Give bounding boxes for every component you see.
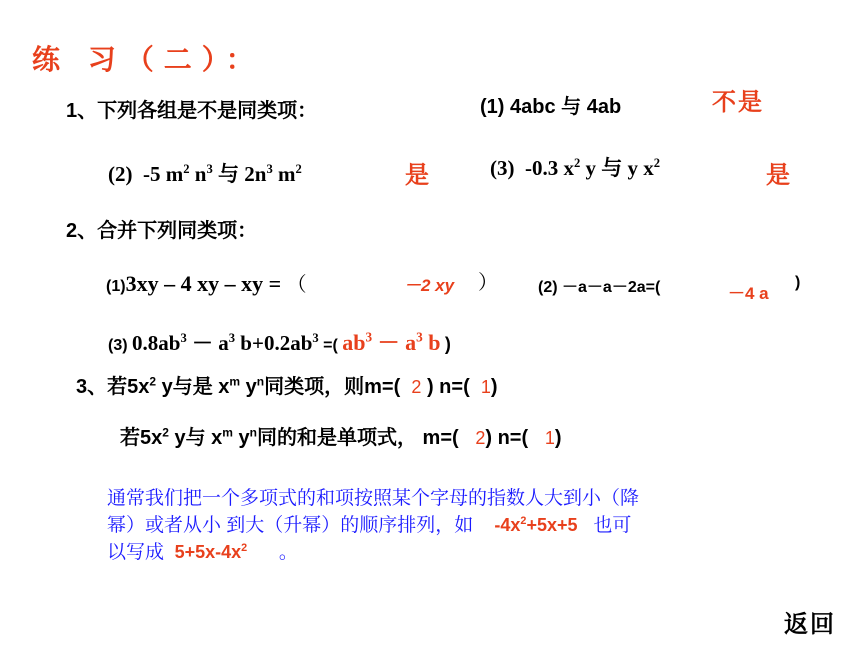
expression: 3xy – 4 xy – xy = [125, 271, 282, 296]
term: y x [627, 156, 654, 180]
question-1-3 [490, 152, 660, 182]
question-3-1 [76, 370, 498, 399]
example-term: +5x+5 [526, 515, 578, 535]
term-a: 4abc [510, 96, 556, 118]
term: -5 m [143, 162, 184, 186]
note-text: 幂）或者从小 到大（升幂）的顺序排列，如 [107, 515, 474, 536]
text: y [240, 376, 257, 398]
term: 0.8ab [132, 331, 181, 355]
exponent: 2 [241, 542, 248, 554]
question-1-1 [480, 90, 621, 119]
answer-m: 2 [475, 428, 486, 448]
conjunction: 与 [218, 162, 240, 186]
note-text: 以写成 [107, 542, 165, 563]
exponent: 2 [162, 425, 169, 440]
open-paren: （ [286, 274, 307, 296]
section1-heading: 1、下列各组是不是同类项： [66, 100, 318, 122]
question-2-1 [106, 268, 307, 297]
note-line [107, 539, 787, 566]
close-paren: ) [444, 334, 451, 354]
exponent: 2 [520, 515, 527, 527]
exponent: 3 [312, 331, 319, 345]
term: 2n [244, 162, 267, 186]
answer-1-2: 是 [405, 162, 431, 189]
conjunction: 与 [601, 156, 623, 180]
exponent: 2 [574, 156, 581, 170]
term: b+0.2ab [235, 331, 313, 355]
answer-2-1: －2 xy [404, 276, 455, 295]
example-ascending [175, 542, 248, 562]
note-text: 。 [278, 542, 298, 563]
text: 若5x [120, 427, 163, 449]
exponent: 3 [180, 331, 187, 345]
text: 3、若5x [76, 376, 150, 398]
answer-2-2: －4 a [728, 284, 769, 303]
exponent: 3 [266, 162, 273, 176]
text: ) [554, 427, 562, 449]
answer-n: 1 [544, 428, 555, 448]
exponent: 2 [149, 374, 157, 389]
question-2-2 [538, 274, 660, 297]
note-line: 通常我们把一个多项式的和项按照某个字母的指数人大到小（降 [107, 488, 640, 509]
note-line [107, 512, 787, 539]
exponent: 2 [183, 162, 190, 176]
text: y与 x [168, 427, 223, 449]
term: y [580, 156, 597, 180]
text: y与是 x [156, 376, 230, 398]
exponent: 3 [416, 329, 423, 345]
text: ) [490, 376, 498, 398]
example-descending [494, 515, 577, 535]
exponent: 2 [295, 162, 302, 176]
page-title: 练 习（二）： [32, 44, 264, 75]
answer-term: － a [372, 330, 417, 355]
answer-1-1: 不是 [712, 89, 764, 116]
note-text: 也可 [593, 515, 632, 536]
exponent: n [249, 425, 257, 440]
exponent: 3 [365, 329, 373, 345]
text: ) n=( [426, 376, 470, 398]
example-term: -4x [494, 515, 521, 535]
answer-n: 1 [480, 377, 491, 397]
text: y [232, 427, 250, 449]
exponent: m [222, 425, 233, 440]
question-1-2 [108, 158, 302, 188]
close-paren: ） [478, 272, 498, 294]
term: m [272, 162, 296, 186]
item-number: (1) [106, 278, 126, 295]
text: 同的和是单项式， m=( [257, 427, 459, 449]
back-button[interactable]: 返回 [784, 611, 836, 638]
item-number: (2) [538, 279, 558, 296]
answer-term: ab [342, 330, 366, 355]
exponent: n [256, 374, 265, 389]
answer-term: b [422, 330, 441, 355]
exponent: m [229, 374, 241, 389]
example-term: 5+5x-4x [174, 542, 242, 562]
close-paren: ) [795, 274, 801, 291]
item-number: (1) [480, 96, 505, 118]
answer-2-3 [342, 330, 440, 355]
answer-m: 2 [411, 377, 422, 397]
item-number: (3) [490, 156, 515, 180]
term: － a [186, 331, 229, 355]
question-2-3 [108, 326, 451, 357]
exponent: 2 [653, 156, 661, 170]
section2-heading: 2、合并下列同类项： [66, 220, 258, 242]
expression: －a－a－2a=( [562, 279, 661, 296]
text: ) n=( [485, 427, 529, 449]
question-3-2 [120, 421, 562, 450]
term: -0.3 x [525, 156, 574, 180]
item-number: (3) [108, 337, 128, 354]
text: 同类项，则m=( [264, 376, 401, 398]
answer-1-3: 是 [766, 162, 792, 189]
exponent: 3 [228, 331, 236, 345]
conjunction: 与 [561, 96, 582, 118]
exponent: 3 [206, 162, 213, 176]
item-number: (2) [108, 162, 133, 186]
term-b: 4ab [586, 96, 622, 118]
term: n [189, 162, 207, 186]
equals-open: =( [318, 337, 338, 354]
note-paragraph [107, 485, 787, 566]
